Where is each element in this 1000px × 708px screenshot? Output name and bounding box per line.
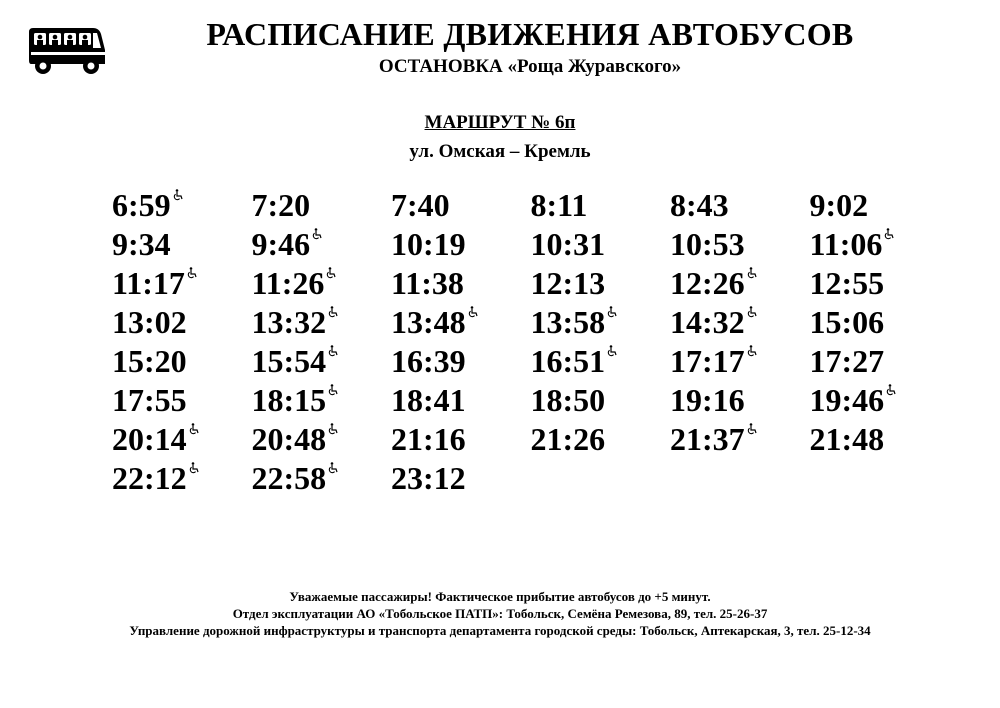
schedule-time bbox=[252, 303, 392, 342]
schedule-grid bbox=[112, 186, 949, 498]
wheelchair-icon bbox=[747, 423, 757, 435]
wheelchair-icon bbox=[326, 267, 336, 279]
wheelchair-icon bbox=[189, 462, 199, 474]
schedule-time bbox=[670, 342, 810, 381]
wheelchair-icon bbox=[328, 384, 338, 396]
schedule-time bbox=[810, 303, 950, 342]
schedule-time bbox=[252, 381, 392, 420]
footer-operator: Отдел эксплуатации АО «Тобольское ПАТП»: Тобольск, Семёна Ремезова, 89, тел. 25-26-37 bbox=[232, 606, 768, 621]
schedule-time bbox=[810, 342, 950, 381]
schedule-time bbox=[112, 342, 252, 381]
departure-time: 11:17 bbox=[112, 265, 185, 301]
departure-time: 18:50 bbox=[530, 382, 606, 418]
departure-time: 15:54 bbox=[251, 343, 327, 379]
schedule-time bbox=[810, 264, 950, 303]
departure-time: 17:17 bbox=[670, 343, 745, 379]
footer-notice: Уважаемые пассажиры! Фактическое прибытие автобусов до +5 минут. bbox=[289, 589, 711, 604]
schedule-time bbox=[391, 186, 531, 225]
departure-time: 13:02 bbox=[112, 304, 187, 340]
wheelchair-icon bbox=[328, 306, 338, 318]
departure-time: 15:20 bbox=[112, 343, 187, 379]
departure-time: 8:11 bbox=[530, 187, 588, 223]
wheelchair-icon bbox=[468, 306, 478, 318]
departure-time: 13:48 bbox=[391, 304, 466, 340]
departure-time: 9:34 bbox=[112, 226, 171, 262]
departure-time: 16:51 bbox=[530, 343, 606, 379]
departure-time: 20:14 bbox=[112, 421, 187, 457]
departure-time: 13:58 bbox=[530, 304, 606, 340]
departure-time: 17:55 bbox=[112, 382, 187, 418]
departure-time: 18:41 bbox=[391, 382, 466, 418]
schedule-time bbox=[112, 420, 252, 459]
schedule-time bbox=[391, 459, 531, 498]
schedule-time bbox=[391, 342, 531, 381]
schedule-time bbox=[810, 225, 950, 264]
schedule-time bbox=[810, 381, 950, 420]
schedule-time bbox=[670, 303, 810, 342]
departure-time: 16:39 bbox=[391, 343, 466, 379]
schedule-time bbox=[531, 264, 671, 303]
wheelchair-icon bbox=[187, 267, 197, 279]
stop-name: ОСТАНОВКА «Роща Журавского» bbox=[378, 56, 682, 77]
schedule-time bbox=[252, 342, 392, 381]
departure-time: 7:20 bbox=[251, 187, 311, 223]
departure-time: 17:27 bbox=[809, 343, 885, 379]
schedule-time bbox=[391, 381, 531, 420]
wheelchair-icon bbox=[747, 345, 757, 357]
wheelchair-icon bbox=[747, 306, 757, 318]
schedule-time bbox=[531, 420, 671, 459]
wheelchair-icon bbox=[607, 306, 617, 318]
departure-time: 19:46 bbox=[809, 382, 885, 418]
schedule-time bbox=[112, 186, 252, 225]
departure-time: 11:06 bbox=[809, 226, 883, 262]
schedule-time bbox=[670, 225, 810, 264]
wheelchair-icon bbox=[328, 345, 338, 357]
schedule-time bbox=[252, 186, 392, 225]
departure-time: 6:59 bbox=[112, 187, 171, 223]
wheelchair-icon bbox=[328, 462, 338, 474]
departure-time: 9:46 bbox=[251, 226, 311, 262]
departure-time: 9:02 bbox=[809, 187, 869, 223]
schedule-time bbox=[252, 264, 392, 303]
schedule-time bbox=[391, 225, 531, 264]
schedule-time bbox=[670, 381, 810, 420]
page-title: РАСПИСАНИЕ ДВИЖЕНИЯ АВТОБУСОВ bbox=[206, 16, 854, 52]
route-direction: ул. Омская – Кремль bbox=[409, 141, 591, 162]
departure-time: 10:19 bbox=[391, 226, 466, 262]
schedule-time bbox=[112, 264, 252, 303]
departure-time: 15:06 bbox=[809, 304, 885, 340]
wheelchair-icon bbox=[884, 228, 894, 240]
wheelchair-icon bbox=[189, 423, 199, 435]
departure-time: 13:32 bbox=[251, 304, 327, 340]
departure-time: 7:40 bbox=[391, 187, 450, 223]
schedule-time bbox=[391, 303, 531, 342]
departure-time: 21:37 bbox=[670, 421, 745, 457]
schedule-time bbox=[252, 459, 392, 498]
schedule-time bbox=[112, 381, 252, 420]
schedule-time bbox=[112, 225, 252, 264]
schedule-time bbox=[391, 264, 531, 303]
wheelchair-icon bbox=[886, 384, 896, 396]
departure-time: 22:12 bbox=[112, 460, 187, 496]
schedule-time bbox=[670, 186, 810, 225]
schedule-time bbox=[810, 420, 950, 459]
departure-time: 23:12 bbox=[391, 460, 466, 496]
wheelchair-icon bbox=[747, 267, 757, 279]
departure-time: 12:13 bbox=[530, 265, 606, 301]
route-number-text: МАРШРУТ № 6п bbox=[424, 112, 576, 133]
departure-time: 11:38 bbox=[391, 265, 464, 301]
wheelchair-icon bbox=[328, 423, 338, 435]
departure-time: 21:48 bbox=[809, 421, 885, 457]
departure-time: 11:26 bbox=[251, 265, 325, 301]
schedule-time bbox=[531, 225, 671, 264]
schedule-time bbox=[531, 381, 671, 420]
departure-time: 8:43 bbox=[670, 187, 729, 223]
departure-time: 21:26 bbox=[530, 421, 606, 457]
schedule-time bbox=[112, 303, 252, 342]
schedule-time bbox=[391, 420, 531, 459]
departure-time: 21:16 bbox=[391, 421, 466, 457]
schedule-time bbox=[531, 342, 671, 381]
wheelchair-icon bbox=[173, 189, 183, 201]
departure-time: 18:15 bbox=[251, 382, 327, 418]
route-number bbox=[0, 112, 1000, 134]
departure-time: 12:55 bbox=[809, 265, 885, 301]
departure-time: 19:16 bbox=[670, 382, 745, 418]
schedule-time bbox=[670, 264, 810, 303]
departure-time: 12:26 bbox=[670, 265, 745, 301]
schedule-time bbox=[252, 225, 392, 264]
schedule-time bbox=[531, 303, 671, 342]
departure-time: 22:58 bbox=[251, 460, 327, 496]
departure-time: 10:53 bbox=[670, 226, 745, 262]
schedule-time bbox=[531, 186, 671, 225]
departure-time: 14:32 bbox=[670, 304, 745, 340]
schedule-time bbox=[810, 186, 950, 225]
wheelchair-icon bbox=[607, 345, 617, 357]
wheelchair-icon bbox=[312, 228, 322, 240]
schedule-time bbox=[670, 420, 810, 459]
departure-time: 10:31 bbox=[530, 226, 606, 262]
schedule-time bbox=[112, 459, 252, 498]
footer-department: Управление дорожной инфраструктуры и транспорта департамента городской среды: Тобольск, Аптекарская, 3, тел. 25-12-34 bbox=[129, 623, 871, 638]
departure-time: 20:48 bbox=[251, 421, 327, 457]
schedule-time bbox=[252, 420, 392, 459]
